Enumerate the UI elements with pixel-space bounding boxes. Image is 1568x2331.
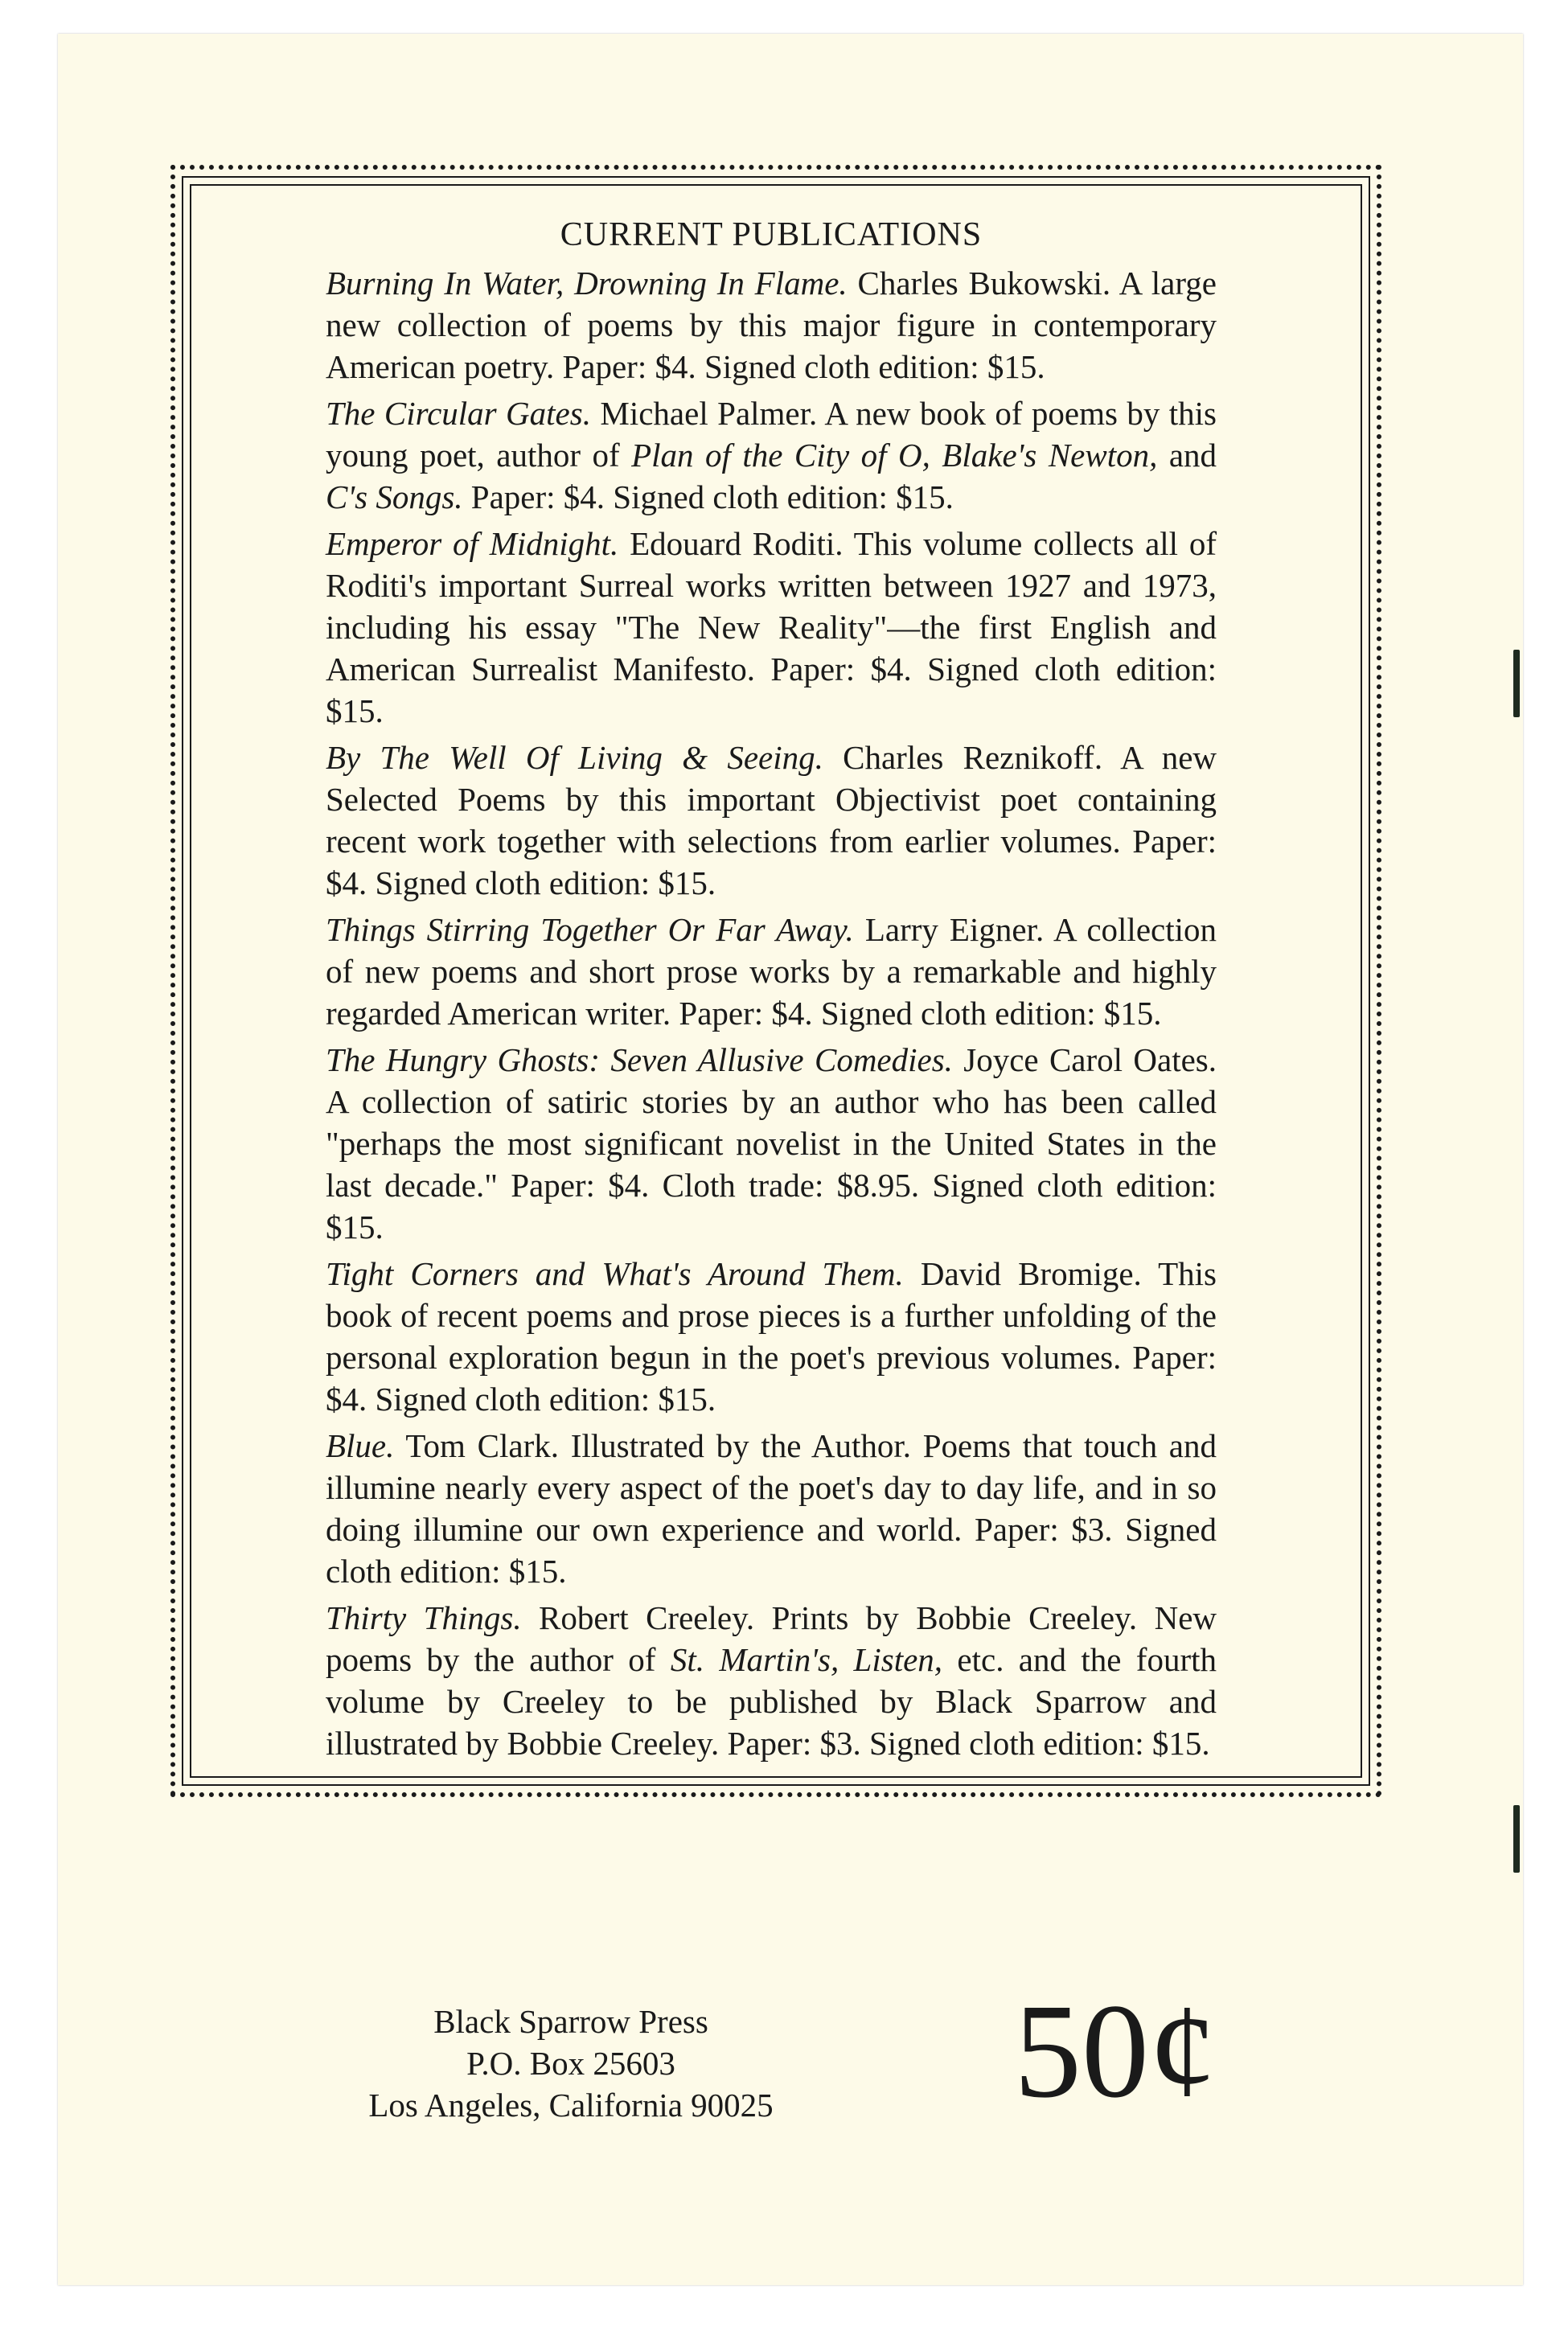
publication-entry (326, 1039, 1217, 1248)
book-description-cont: etc. and the fourth volume by Creeley to be published by Black Sparrow and illustrated by Bobbie Creeley. Paper: $3. Signed cloth edition: $15. (326, 1641, 1217, 1762)
publications-list (326, 212, 1217, 1769)
book-title: Blue. (326, 1427, 395, 1464)
book-title: Emperor of Midnight. (326, 525, 619, 562)
page-title: CURRENT PUBLICATIONS (560, 216, 983, 253)
book-description: David Bromige. This book of recent poems and prose pieces is a further unfolding of the personal exploration begun in the poet's previous volumes. Paper: $4. Signed cloth edition: $15. (326, 1255, 1217, 1418)
book-description: Edouard Roditi. This volume collects all of Roditi's important Surreal works written between 1927 and 1973, including his essay "The New Reality"—the first English and American Surrealist Manifesto. Paper: $4. Signed cloth edition: $15. (326, 525, 1217, 729)
staple-bottom (1513, 1805, 1520, 1873)
publication-entry (326, 1425, 1217, 1592)
book-description: Tom Clark. Illustrated by the Author. Poems that touch and illumine nearly every aspect of the poet's day to day life, and in so doing illumine our own experience and world. Paper: $3. Signed cloth edition: $15. (326, 1427, 1217, 1590)
publication-entry (326, 392, 1217, 518)
staple-top (1513, 650, 1520, 717)
book-title: The Circular Gates. (326, 395, 591, 432)
cover-price: 50¢ (1014, 1976, 1217, 2126)
book-description: Charles Bukowski. A large new collection of poems by this major figure in contemporary American poetry. Paper: $4. Signed cloth edition: $15. (326, 265, 1217, 385)
book-description: Robert Creeley. Prints by Bobbie Creeley. New poems by the author of (326, 1599, 1217, 1678)
book-title: Thirty Things. (326, 1599, 522, 1636)
book-description: Charles Reznikoff. A new Selected Poems by this important Objectivist poet containing recent work together with selections from earlier volumes. Paper: $4. Signed cloth edition: $15. (326, 739, 1217, 901)
city-state-zip: Los Angeles, California 90025 (368, 2087, 774, 2124)
book-title: Burning In Water, Drowning In Flame. (326, 265, 848, 302)
book-description-cont: and (1168, 437, 1217, 474)
publication-entry (326, 909, 1217, 1034)
book-description: Larry Eigner. A collection of new poems and short prose works by a remarkable and highly regarded American writer. Paper: $4. Signed cloth edition: $15. (326, 911, 1217, 1032)
po-box: P.O. Box 25603 (466, 2045, 675, 2082)
referenced-title: C's Songs. (326, 478, 463, 515)
book-title: Things Stirring Together Or Far Away. (326, 911, 854, 948)
publisher-address (326, 2001, 816, 2126)
publication-entry (326, 523, 1217, 732)
book-description: Michael Palmer. A new book of poems by this young poet, author of (326, 395, 1217, 474)
book-title: By The Well Of Living & Seeing. (326, 739, 823, 776)
book-price: Paper: $4. Signed cloth edition: $15. (470, 478, 954, 515)
footer (326, 1976, 1217, 2161)
book-description: Joyce Carol Oates. A collection of satiric stories by an author who has been called "perhaps the most significant novelist in the United States in the last decade." Paper: $4. Cloth trade: $8.95. Signed cloth edition: $15. (326, 1041, 1217, 1246)
publication-entry (326, 1253, 1217, 1420)
publication-entry (326, 262, 1217, 388)
referenced-titles: St. Martin's, Listen, (670, 1641, 943, 1678)
referenced-titles: Plan of the City of O, Blake's Newton, (631, 437, 1158, 474)
publication-entry (326, 737, 1217, 904)
publisher-name: Black Sparrow Press (433, 2003, 708, 2040)
book-title: Tight Corners and What's Around Them. (326, 1255, 904, 1292)
book-title: The Hungry Ghosts: Seven Allusive Comedies. (326, 1041, 953, 1078)
publication-entry (326, 1597, 1217, 1764)
